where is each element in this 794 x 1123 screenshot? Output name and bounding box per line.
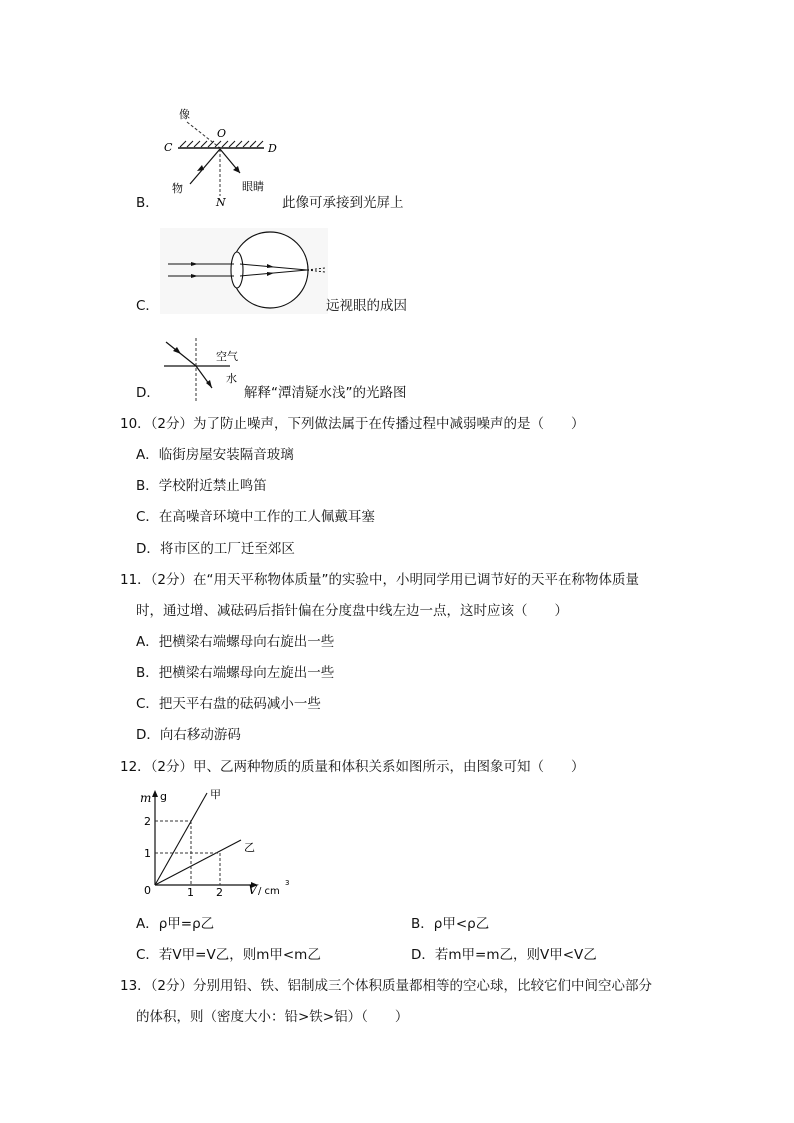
line-yi-label: 乙 — [244, 841, 255, 854]
q12-option-a: A．ρ甲=ρ乙 — [136, 916, 215, 932]
q13-stem-line1: 13．（2分）分别用铅、铁、铝制成三个体积质量都相等的空心球，比较它们中间空心部分 — [120, 978, 653, 994]
refraction-figure — [160, 338, 244, 404]
line-jia-label: 甲 — [210, 788, 221, 801]
option-c-caption: 远视眼的成因 — [326, 298, 407, 314]
q12-option-d: D．若m甲=m乙，则V甲<V乙 — [411, 947, 597, 963]
q11-option-c: C．把天平右盘的砝码减小一些 — [136, 696, 321, 712]
mass-volume-graph — [136, 784, 296, 896]
x-axis-v-label: V — [248, 883, 258, 896]
x-axis-unit-superscript: 3 — [285, 879, 290, 887]
q11-option-d: D．向右移动游码 — [136, 727, 241, 743]
water-label: 水 — [226, 372, 237, 385]
q11-stem-line1: 11．（2分）在“用天平称物体质量”的实验中，小明同学用已调节好的天平在称物体质量 — [120, 572, 640, 588]
q12-stem: 12．（2分）甲、乙两种物质的质量和体积关系如图所示，由图象可知（ ） — [120, 759, 585, 775]
y-tick-1: 1 — [144, 847, 151, 860]
q11-stem-line2: 时，通过增、减砝码后指针偏在分度盘中线左边一点，这时应该（ ） — [136, 603, 568, 619]
option-b-caption: 此像可承接到光屏上 — [282, 195, 404, 211]
x-tick-1: 1 — [187, 886, 194, 896]
x-axis-unit: / cm — [258, 886, 280, 896]
normal-n-label: N — [216, 196, 226, 208]
q12-option-b: B．ρ甲<ρ乙 — [411, 916, 490, 932]
eye-diagram-figure — [160, 228, 328, 314]
y-tick-2: 2 — [144, 815, 151, 828]
point-d-label: D — [268, 142, 277, 155]
option-c-letter: C． — [136, 298, 159, 314]
q10-option-c: C．在高噪音环境中工作的工人佩戴耳塞 — [136, 509, 375, 525]
x-tick-2: 2 — [216, 886, 223, 896]
q10-option-d: D．将市区的工厂迁至郊区 — [136, 541, 295, 557]
option-d-caption: 解释“潭清疑水浅”的光路图 — [244, 385, 407, 401]
y-axis-m-label: m — [140, 791, 152, 805]
q11-option-a: A．把横梁右端螺母向右旋出一些 — [136, 634, 335, 650]
point-c-label: C — [164, 141, 173, 154]
point-o-label: O — [217, 127, 227, 140]
y-axis-g-label: g — [160, 790, 167, 803]
image-label: 像 — [179, 108, 190, 121]
origin-label: 0 — [144, 884, 151, 896]
q11-option-b: B．把横梁右端螺母向左旋出一些 — [136, 665, 335, 681]
option-b-letter: B． — [136, 195, 159, 211]
q10-stem: 10．（2分）为了防止噪声，下列做法属于在传播过程中减弱噪声的是（ ） — [120, 416, 585, 432]
q10-option-b: B．学校附近禁止鸣笛 — [136, 478, 267, 494]
object-label: 物 — [172, 182, 183, 195]
option-d-letter: D． — [136, 385, 160, 401]
mirror-reflection-figure — [160, 104, 290, 208]
q13-stem-line2: 的体积，则（密度大小：铅>铁>铝）（ ） — [136, 1009, 409, 1025]
q10-option-a: A．临街房屋安装隔音玻璃 — [136, 447, 294, 463]
eye-label: 眼睛 — [242, 180, 264, 193]
air-label: 空气 — [216, 350, 238, 363]
q12-option-c: C．若V甲=V乙，则m甲<m乙 — [136, 947, 321, 963]
